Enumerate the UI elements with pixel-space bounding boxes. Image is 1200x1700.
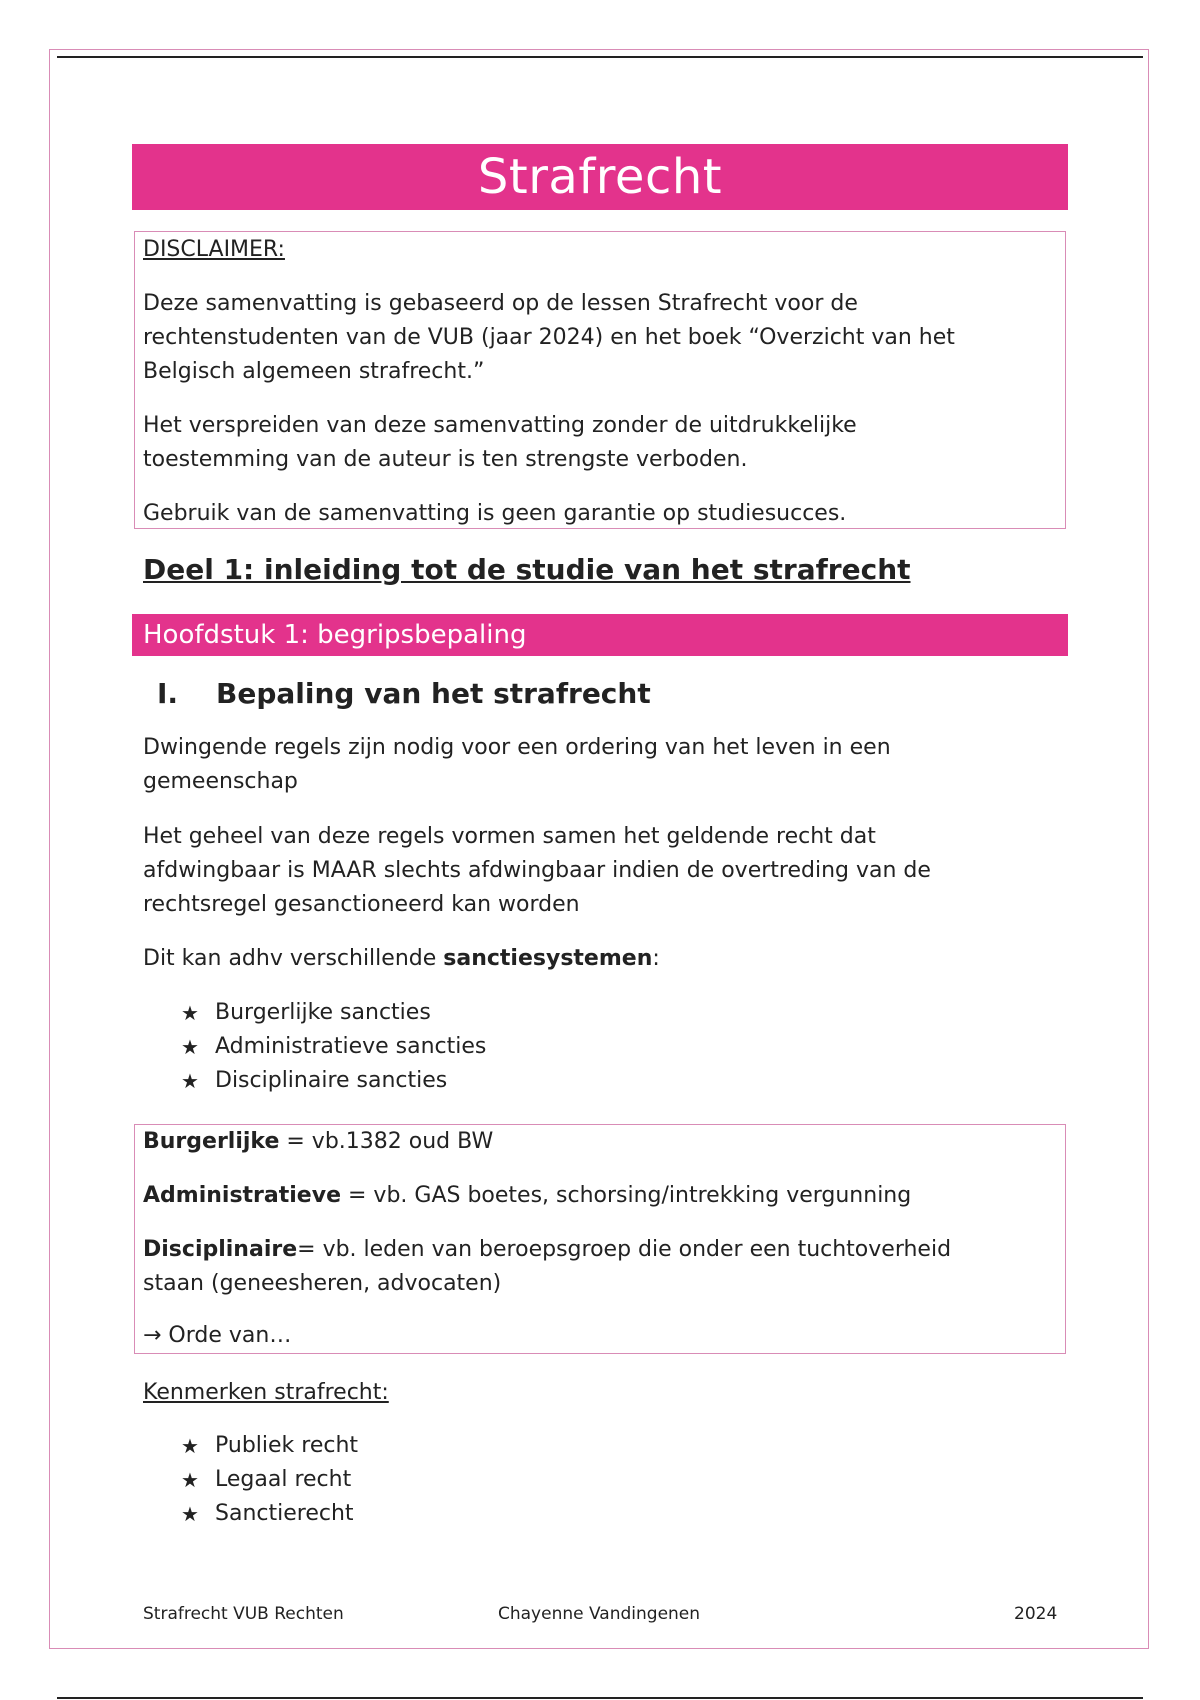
list-item [181,1429,358,1463]
star-bullet-icon: ★ [181,1035,199,1059]
text-line: Dwingende regels zijn nodig voor een ordering van het leven in een [143,735,891,760]
text-line: rechtsregel gesanctioneerd kan worden [143,892,580,917]
bold-term: sanctiesystemen [443,946,653,971]
text-line: Deze samenvatting is gebaseerd op de lessen Strafrecht voor de [143,291,858,316]
list-item-label: Administratieve sancties [215,1034,487,1059]
list-item-label: Publiek recht [215,1433,359,1458]
text-line: Het geheel van deze regels vormen samen het geldende recht dat [143,824,876,849]
example-burgerlijke [143,1125,1057,1159]
list-item [181,1463,358,1497]
disclaimer-paragraph-3: Gebruik van de samenvatting is geen garantie op studiesucces. [143,501,847,526]
disclaimer-paragraph-1 [143,287,1057,389]
text-run: Dit kan adhv verschillende [143,946,444,971]
sanctions-list [181,996,486,1098]
list-item-label: Sanctierecht [215,1501,354,1526]
list-item [181,996,486,1030]
section-title: Bepaling van het strafrecht [216,677,651,710]
text-line: afdwingbaar is MAAR slechts afdwingbaar indien de overtreding van de [143,858,931,883]
disclaimer-box [134,231,1066,529]
star-bullet-icon: ★ [181,1069,199,1093]
disclaimer-heading: DISCLAIMER: [143,237,285,262]
star-bullet-icon: ★ [181,1468,199,1492]
section-number: I. [157,677,179,710]
text-line: rechtenstudenten van de VUB (jaar 2024) en het boek “Overzicht van het [143,325,955,350]
text-line: Belgisch algemeen strafrecht.” [143,359,485,384]
text-run: = vb.1382 oud BW [279,1129,494,1154]
example-disciplinaire [143,1233,1057,1301]
body-paragraph-1 [143,731,1063,799]
orde-van-line [143,1319,1057,1353]
list-item-label: Legaal recht [215,1467,352,1492]
chapter-heading: Hoofdstuk 1: begripsbepaling [143,620,527,650]
list-item-label: Burgerlijke sancties [215,1000,431,1025]
bold-term: Administratieve [143,1183,341,1208]
text-run: = vb. leden van beroepsgroep die onder een tuchtoverheid [297,1237,952,1262]
part-heading: Deel 1: inleiding tot de studie van het strafrecht [143,553,911,586]
list-item-label: Disciplinaire sancties [215,1068,448,1093]
example-administratieve [143,1179,1057,1213]
footer-center: Chayenne Vandingenen [498,1604,701,1624]
sanction-examples-box [134,1124,1066,1354]
body-paragraph-2 [143,820,1063,922]
bold-term: Burgerlijke [143,1129,280,1154]
text-run: : [652,946,660,971]
text-line: Het verspreiden van deze samenvatting zonder de uitdrukkelijke [143,413,857,438]
document-title-bar [132,144,1068,210]
chapter-heading-bar [132,614,1068,656]
list-item [181,1497,358,1531]
footer-right: 2024 [1014,1604,1058,1624]
body-paragraph-3 [143,942,1063,976]
list-item [181,1030,486,1064]
arrow-right-icon: → [143,1323,162,1348]
star-bullet-icon: ★ [181,1001,199,1025]
text-line: toestemming van de auteur is ten strengste verboden. [143,447,748,472]
kenmerken-list [181,1429,358,1531]
kenmerken-heading: Kenmerken strafrecht: [143,1380,389,1405]
star-bullet-icon: ★ [181,1434,199,1458]
text-run: = vb. GAS boetes, schorsing/intrekking vergunning [341,1183,912,1208]
disclaimer-paragraph-2 [143,409,1057,477]
section-heading [157,674,651,714]
bold-term: Disciplinaire [143,1237,298,1262]
star-bullet-icon: ★ [181,1502,199,1526]
footer-left: Strafrecht VUB Rechten [143,1604,344,1624]
text-line: staan (geneesheren, advocaten) [143,1271,502,1296]
bottom-rule [57,1697,1143,1699]
document-title: Strafrecht [477,149,723,205]
text-line: gemeenschap [143,769,298,794]
text-run: Orde van… [161,1323,292,1348]
top-rule [57,56,1143,58]
list-item [181,1064,486,1098]
